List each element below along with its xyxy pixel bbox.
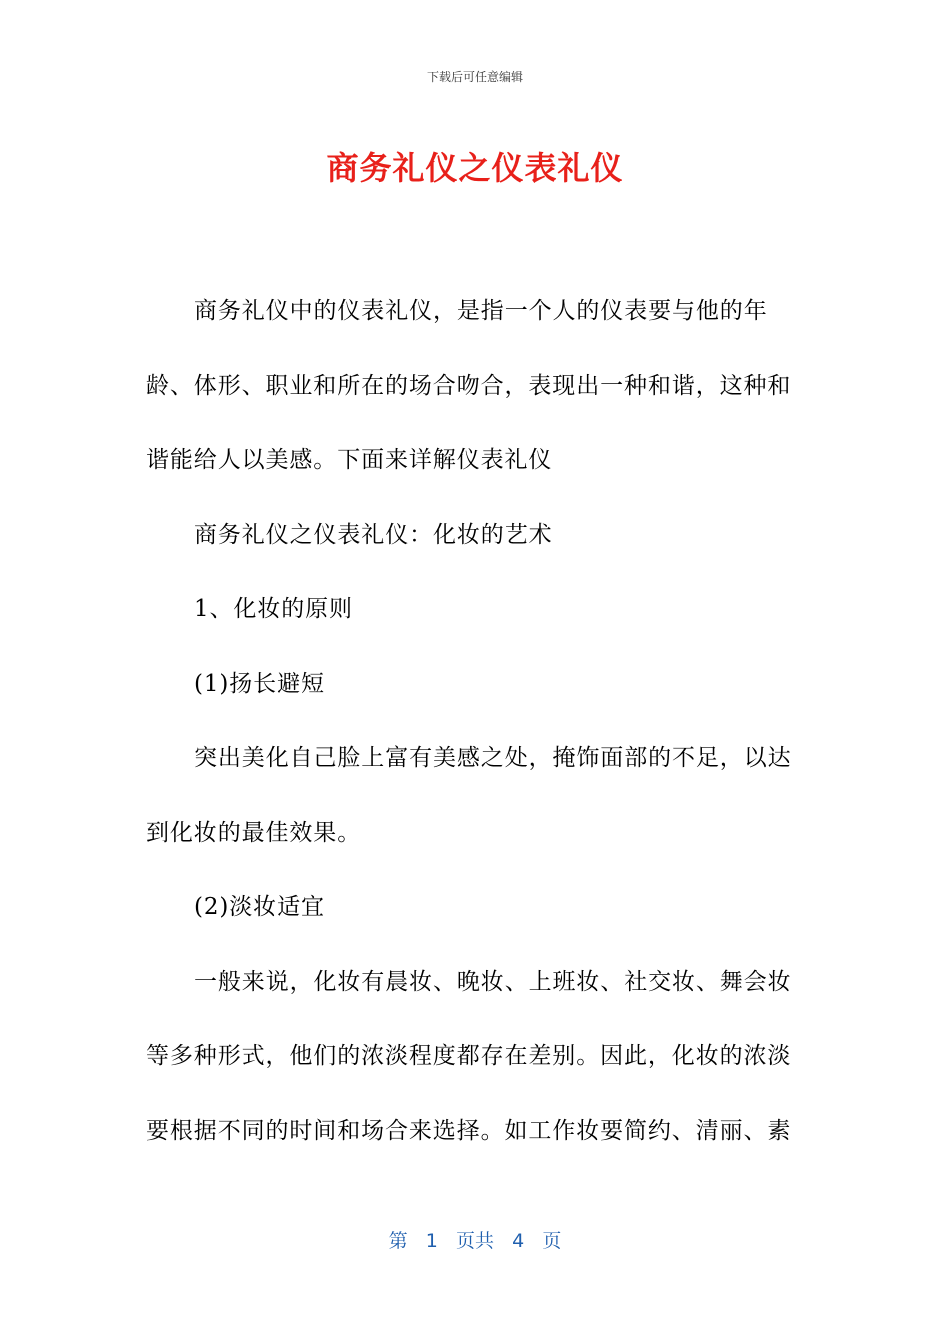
document-title: 商务礼仪之仪表礼仪 (326, 149, 624, 187)
paragraph-intro: 商务礼仪中的仪表礼仪，是指一个人的仪表要与他的年龄、体形、职业和所在的场合吻合，表现出一种和谐，这种和谐能给人以美感。下面来详解仪表礼仪 (146, 298, 792, 473)
paragraph-subheading-1: (1)扬长避短 (194, 670, 325, 697)
paragraph-subheading-2: (2)淡妆适宜 (194, 894, 325, 920)
header-note: 下载后可任意编辑 (426, 70, 523, 84)
paragraph-principle-heading: 1、化妆的原则 (194, 596, 353, 622)
page-footer (0, 1226, 950, 1253)
paragraph-section-heading: 商务礼仪之仪表礼仪：化妆的艺术 (194, 521, 553, 548)
paragraph-body-1: 突出美化自己脸上富有美感之处，掩饰面部的不足，以达到化妆的最佳效果。 (146, 745, 792, 846)
document-body (146, 274, 806, 1168)
paragraph-body-2: 一般来说，化妆有晨妆、晚妆、上班妆、社交妆、舞会妆等多种形式，他们的浓淡程度都存在差别。因此，化妆的浓淡要根据不同的时间和场合来选择。如工作妆要简约、清丽、素 (146, 968, 792, 1144)
footer-prefix: 第 (388, 1230, 408, 1252)
footer-suffix: 页 (542, 1230, 562, 1252)
footer-page-number: 1 (425, 1230, 438, 1252)
footer-total-pages: 4 (512, 1230, 525, 1252)
footer-middle: 页共 (455, 1230, 494, 1252)
